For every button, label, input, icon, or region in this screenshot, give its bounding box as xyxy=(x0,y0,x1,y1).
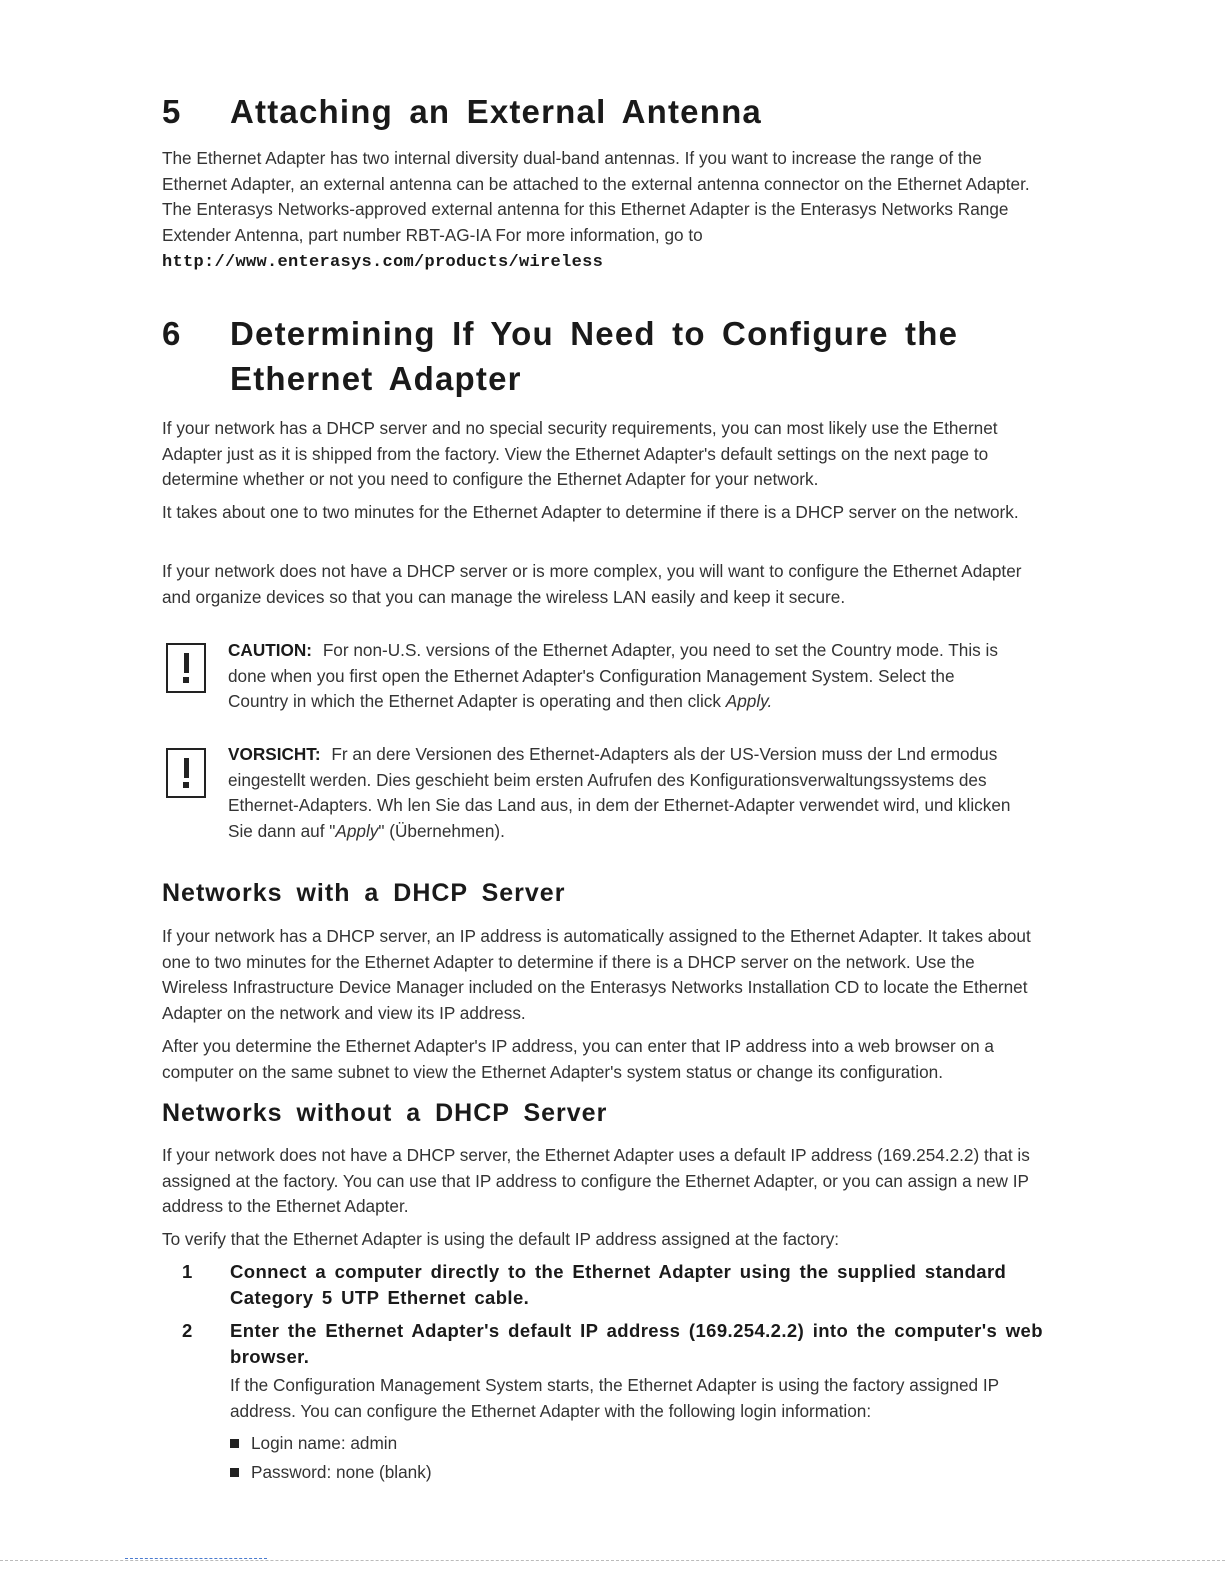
bullet-password xyxy=(230,1460,432,1485)
dhcp-paragraph-1: If your network has a DHCP server, an IP address is automatically assigned to the Ethernet Adapter. It takes about one to two minutes for the Ethernet Adapter to determine if there is a DHCP server on the network. Use the Wireless Infrastructure Device Manager included on the Enterasys Networks Installation CD to locate the Ethernet Adapter on the network and view its IP address. xyxy=(162,926,1031,1023)
step-1-text: Connect a computer directly to the Ethernet Adapter using the supplied standard Category 5 UTP Ethernet cable. xyxy=(230,1261,1007,1308)
caution-apply: Apply. xyxy=(725,691,773,711)
section-5-title: Attaching an External Antenna xyxy=(230,93,762,130)
vorsicht-note xyxy=(228,742,1018,844)
vorsicht-tail: " (Übernehmen). xyxy=(378,820,505,841)
caution-label: CAUTION: xyxy=(228,640,313,660)
section-6-title-line2: Ethernet Adapter xyxy=(230,360,522,397)
dhcp-paragraph-2: After you determine the Ethernet Adapter's IP address, you can enter that IP address into a web browser on a computer on the same subnet to view the Ethernet Adapter's system status or change its configuration. xyxy=(162,1036,994,1082)
section-6-paragraph-3: If your network does not have a DHCP server or is more complex, you will want to configure the Ethernet Adapter and organize devices so that you can manage the wireless LAN easily and keep it secure. xyxy=(162,561,1022,607)
step-2-number: 2 xyxy=(182,1320,193,1341)
vorsicht-caution-icon xyxy=(166,748,206,798)
no-dhcp-paragraph-1: If your network does not have a DHCP server, the Ethernet Adapter uses a default IP address (169.254.2.2) that is assigned at the factory. You can use that IP address to configure the Ethernet Adapter, or you can assign a new IP address to the Ethernet Adapter. xyxy=(162,1145,1030,1216)
no-dhcp-heading: Networks without a DHCP Server xyxy=(162,1099,608,1127)
caution-note xyxy=(228,638,1018,715)
bullet-password-text: Password: none (blank) xyxy=(251,1462,432,1482)
bullet-login-name xyxy=(230,1431,397,1456)
section-6-paragraph-1: If your network has a DHCP server and no special security requirements, you can most likely use the Ethernet Adapter just as it is shipped from the factory. View the Ethernet Adapter's default settings on the next page to determine whether or not you need to configure the Ethernet Adapter for your network. xyxy=(162,418,998,489)
section-5-number: 5 xyxy=(162,93,182,130)
bullet-square-icon xyxy=(230,1468,239,1477)
bullet-login-text: Login name: admin xyxy=(251,1433,398,1453)
section-6-number: 6 xyxy=(162,315,182,352)
page-bottom-divider xyxy=(0,1560,1225,1561)
section-5-body xyxy=(162,146,1042,276)
section-5-text: The Ethernet Adapter has two internal diversity dual-band antennas. If you want to increase the range of the Ethernet Adapter, an external antenna can be attached to the external antenna connector on the Ethernet Adapter. The Enterasys Networks-approved external antenna for this Ethernet Adapter is the Enterasys Networks Range Extender Antenna, part number RBT-AG-IA For more information, go to xyxy=(162,148,1030,245)
vorsicht-apply: Apply xyxy=(335,820,379,841)
wireless-url: http://www.enterasys.com/products/wireless xyxy=(162,253,604,272)
step-2-note: If the Configuration Management System starts, the Ethernet Adapter is using the factory assigned IP address. You can configure the Ethernet Adapter with the following login information: xyxy=(230,1375,999,1421)
dhcp-heading: Networks with a DHCP Server xyxy=(162,879,566,907)
section-6-title-line1: Determining If You Need to Configure the xyxy=(230,315,959,352)
caution-text: For non-U.S. versions of the Ethernet Adapter, you need to set the Country mode. This is done when you first open the Ethernet Adapter's Configuration Management System. Select the Country in which the Ethernet Adapter is operating and then click xyxy=(228,640,998,711)
page-bottom-accent xyxy=(125,1558,267,1559)
caution-icon xyxy=(166,643,206,693)
vorsicht-text: Fr an dere Versionen des Ethernet-Adapters als der US-Version muss der Lnd ermodus eingestellt werden. Dies geschieht beim ersten Aufrufen des Konfigurationsverwaltungssystems des Ethernet-Adapters. Wh len Sie das Land aus, in dem der Ethernet-Adapter verwendet wird, und klicken Sie dann auf " xyxy=(228,744,1011,841)
bullet-square-icon xyxy=(230,1439,239,1448)
no-dhcp-paragraph-2: To verify that the Ethernet Adapter is using the default IP address assigned at the factory: xyxy=(162,1229,840,1249)
step-1-number: 1 xyxy=(182,1261,193,1282)
step-2-text: Enter the Ethernet Adapter's default IP address (169.254.2.2) into the computer's web browser. xyxy=(230,1320,1043,1367)
section-6-paragraph-2: It takes about one to two minutes for the Ethernet Adapter to determine if there is a DHCP server on the network. xyxy=(162,502,1019,522)
vorsicht-label: VORSICHT: xyxy=(228,744,321,764)
